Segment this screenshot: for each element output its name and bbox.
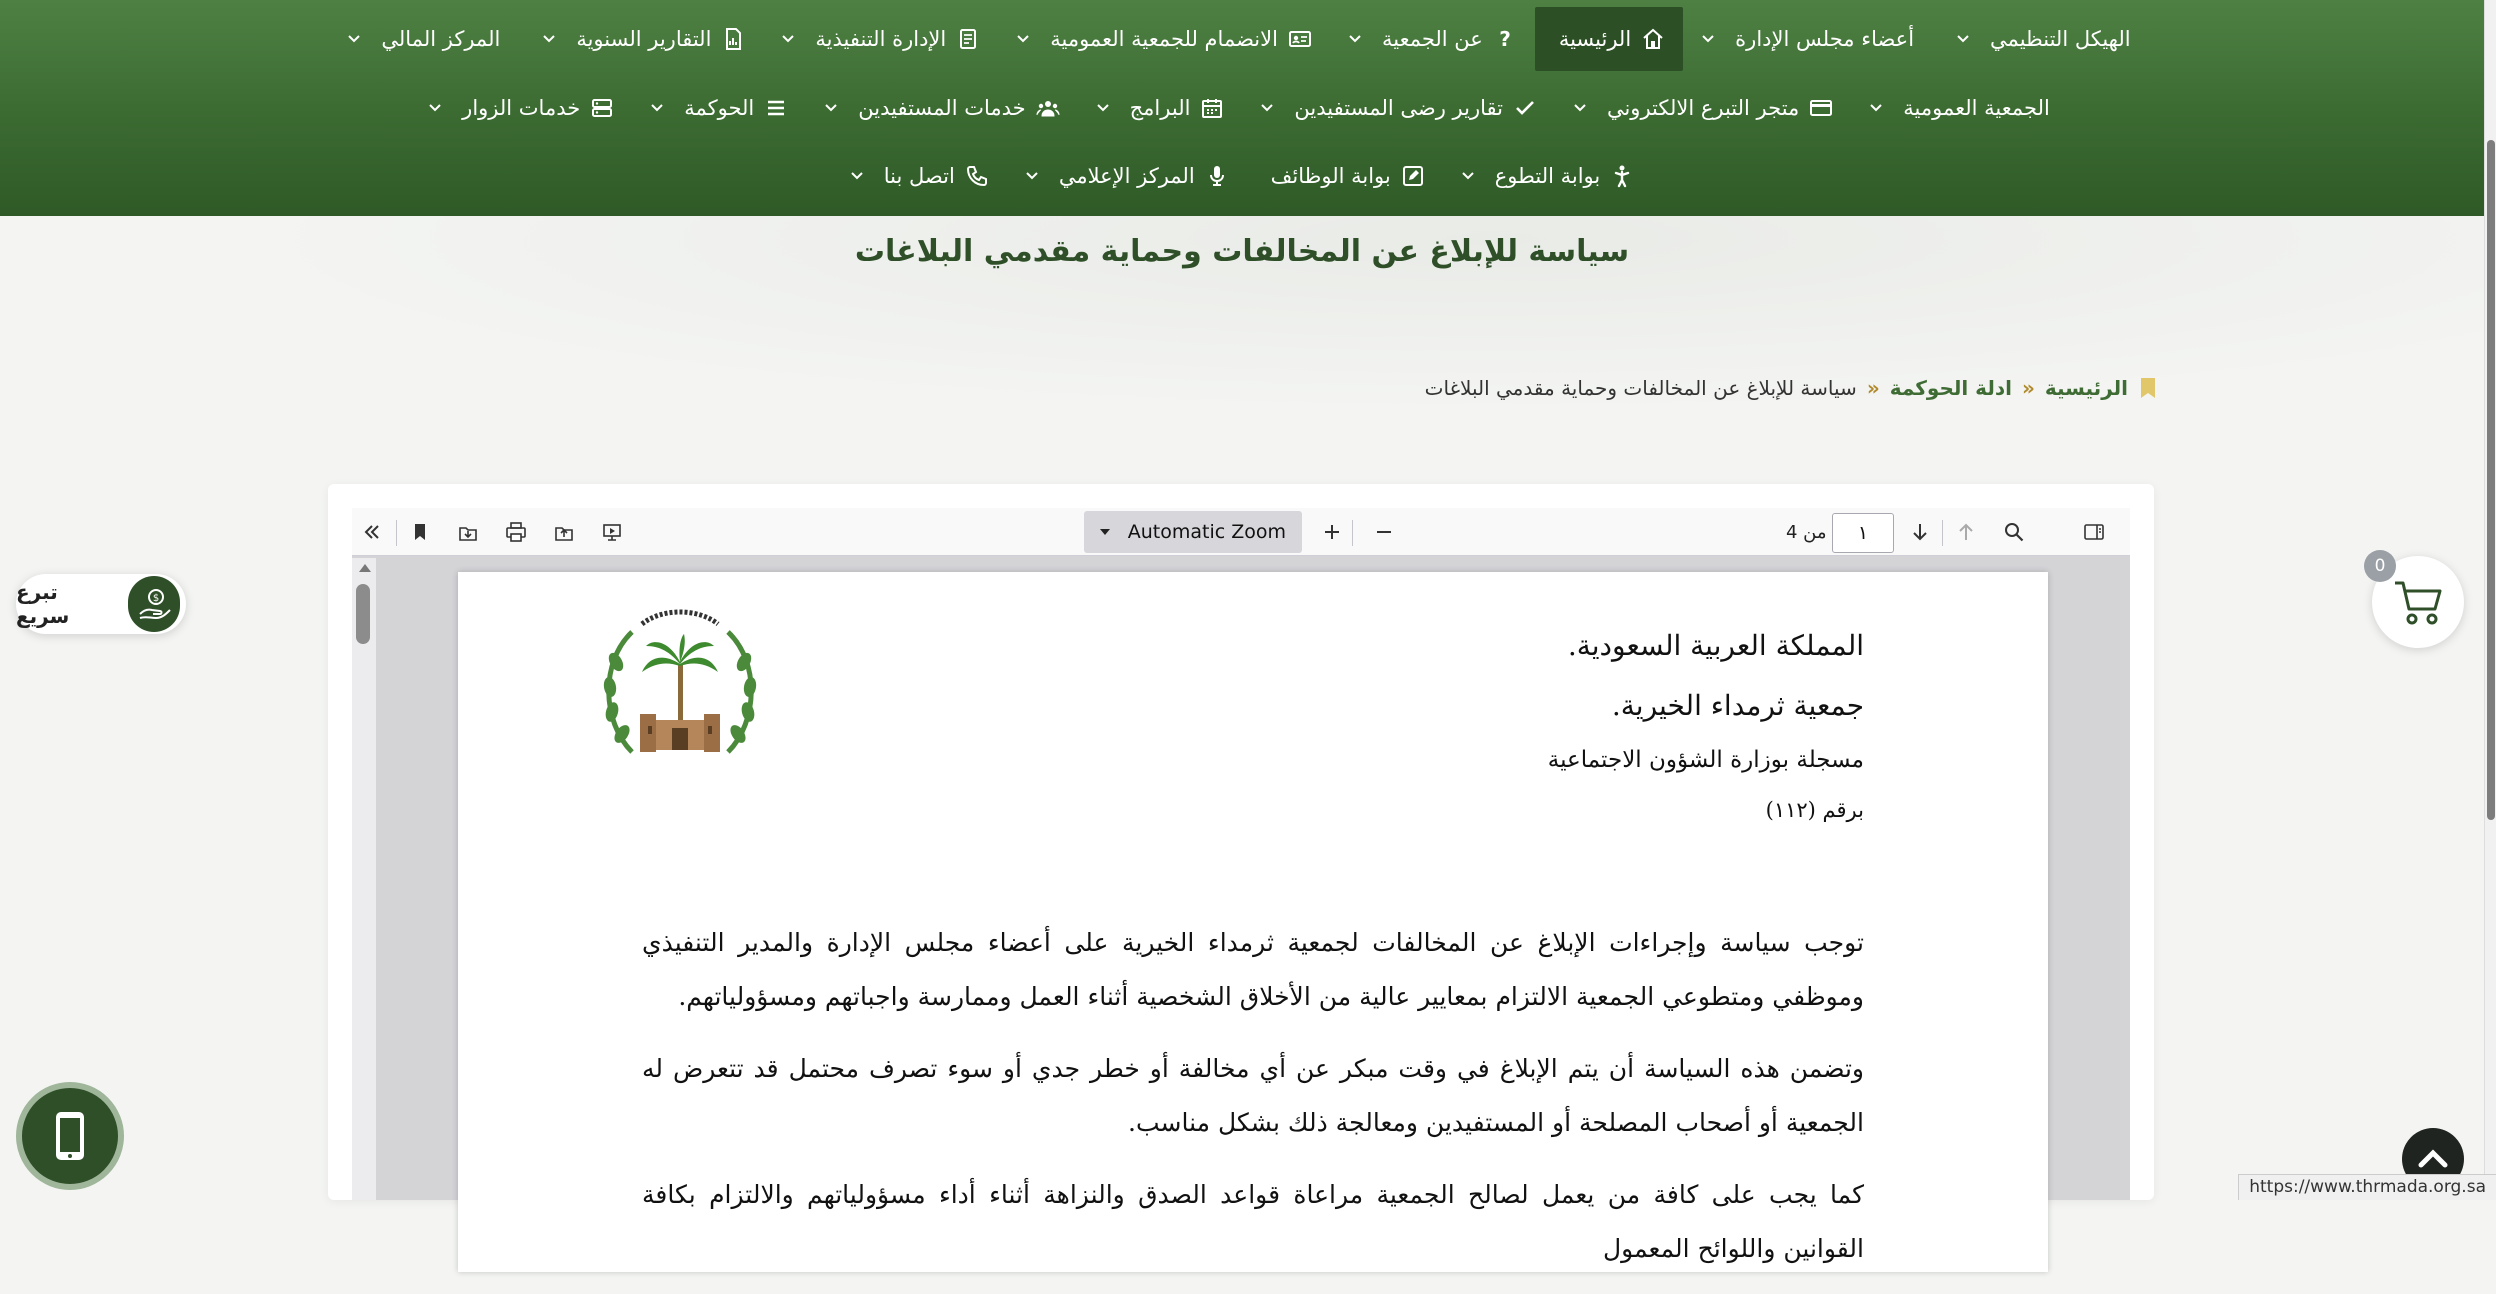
nav-item[interactable]: [1683, 7, 1938, 71]
edit-icon: [1401, 164, 1425, 188]
nav-item-label: اتصل بنا: [883, 164, 955, 188]
page-count: من 4: [1786, 522, 1827, 543]
nav-item[interactable]: [410, 76, 632, 140]
nav-item[interactable]: [1330, 7, 1535, 71]
phone-icon: [965, 164, 989, 188]
nav-row-3: [0, 142, 2484, 210]
presentation-mode-button[interactable]: [596, 516, 628, 548]
pdf-scroll-up-arrow[interactable]: [359, 564, 371, 572]
chevron-down-icon: [1461, 169, 1475, 183]
nav-item[interactable]: [1851, 76, 2074, 140]
chevron-down-icon: [1869, 101, 1883, 115]
folder-open-icon: [553, 521, 575, 543]
microphone-icon: [1205, 164, 1229, 188]
document-org-name: جمعية ثرمداء الخيرية.: [1611, 689, 1864, 722]
nav-item[interactable]: [329, 7, 524, 71]
chevron-down-icon: [781, 32, 795, 46]
nav-item[interactable]: [524, 7, 763, 71]
minus-icon: [1373, 521, 1395, 543]
breadcrumb-section[interactable]: ادلة الحوكمة: [1889, 376, 2012, 400]
child-icon: [1610, 164, 1634, 188]
nav-item-label: عن الجمعية: [1381, 27, 1483, 51]
nav-item-label: الحوكمة: [684, 96, 755, 120]
pdf-viewer: [352, 508, 2130, 1263]
nav-item-label: أعضاء مجلس الإدارة: [1735, 27, 1915, 51]
presentation-icon: [601, 521, 623, 543]
zoom-select[interactable]: [1084, 511, 1302, 553]
id-card-icon: [1288, 27, 1312, 51]
page-number-input[interactable]: [1832, 513, 1894, 553]
arrow-down-icon: [1909, 521, 1931, 543]
nav-item[interactable]: [1007, 144, 1247, 208]
bookmark-button[interactable]: [404, 516, 436, 548]
chevron-up-icon: [2413, 1139, 2453, 1179]
quick-donate-label: تبرع سريع: [16, 580, 70, 628]
nav-item[interactable]: [1938, 7, 2155, 71]
nav-item[interactable]: [806, 76, 1077, 140]
users-icon: [1036, 96, 1060, 120]
page-scrollbar[interactable]: [2484, 0, 2496, 1200]
download-icon: [457, 521, 479, 543]
document-paragraph: كما يجب على كافة من يعمل لصالح الجمعية مراعاة قواعد الصدق والنزاهة أثناء أداء مسؤولياتهم والالتزام بكافة القوانين واللوائح المعمول: [642, 1180, 1864, 1263]
nav-row-1: [0, 5, 2484, 73]
document-icon: [956, 27, 980, 51]
toolbar-separator: [1942, 520, 1943, 546]
chevron-down-icon: [1096, 101, 1110, 115]
question-icon: [1493, 27, 1517, 51]
nav-item[interactable]: [1535, 7, 1683, 71]
cart-count-badge: 0: [2364, 550, 2396, 582]
pdf-toolbar: [352, 508, 2130, 556]
chevron-down-icon: [347, 32, 361, 46]
nav-item-label: الهيكل التنظيمي: [1990, 27, 2131, 51]
search-button[interactable]: [1998, 516, 2030, 548]
chevron-down-icon: [1956, 32, 1970, 46]
nav-item-label: بوابة الوظائف: [1270, 164, 1391, 188]
nav-item-label: الجمعية العمومية: [1903, 96, 2050, 120]
nav-item[interactable]: [998, 7, 1330, 71]
pdf-scrollbar-thumb[interactable]: [356, 584, 370, 644]
print-button[interactable]: [500, 516, 532, 548]
chevron-down-icon: [1025, 169, 1039, 183]
nav-item[interactable]: [1247, 144, 1443, 208]
page-scrollbar-thumb[interactable]: [2487, 140, 2495, 820]
download-button[interactable]: [452, 516, 484, 548]
breadcrumb-home[interactable]: الرئيسية: [2044, 376, 2128, 400]
document-header: [1548, 626, 1864, 830]
chevron-down-icon: [1701, 32, 1715, 46]
nav-item[interactable]: [632, 76, 806, 140]
svg-text:$: $: [152, 593, 159, 604]
nav-item[interactable]: [832, 144, 1007, 208]
toolbar-separator: [396, 520, 397, 546]
nav-item-label: التقارير السنوية: [576, 27, 712, 51]
chevron-down-icon: [1573, 101, 1587, 115]
page-title: سياسة للإبلاغ عن المخالفات وحماية مقدمي البلاغات: [854, 234, 1630, 269]
home-icon: [1641, 27, 1665, 51]
document-body: [642, 916, 1864, 1294]
nav-item-label: المركز المالي: [381, 27, 501, 51]
check-icon: [1513, 96, 1537, 120]
zoom-out-button[interactable]: [1368, 516, 1400, 548]
plus-icon: [1321, 521, 1343, 543]
chevron-down-icon: [650, 101, 664, 115]
svg-text:?: ?: [1499, 27, 1511, 51]
breadcrumb-separator: »: [1866, 376, 1880, 400]
chevron-down-icon: [1260, 101, 1274, 115]
document-country: المملكة العربية السعودية.: [1567, 629, 1864, 662]
chevron-down-icon: [850, 169, 864, 183]
nav-item[interactable]: [1443, 144, 1652, 208]
toolbar-menu-button[interactable]: [356, 516, 388, 548]
nav-item-label: المركز الإعلامي: [1058, 164, 1195, 188]
zoom-value: Automatic Zoom: [1127, 521, 1286, 543]
nav-item-label: الإدارة التنفيذية: [815, 27, 947, 51]
pdf-page: [458, 572, 2048, 1272]
status-bar-url: https://www.thrmada.org.sa: [2238, 1174, 2496, 1200]
organization-logo: [592, 602, 768, 766]
nav-item-label: متجر التبرع الالكتروني: [1606, 96, 1800, 120]
previous-page-button[interactable]: [1950, 516, 1982, 548]
nav-item-label: بوابة التطوع: [1494, 164, 1601, 188]
nav-item[interactable]: [1555, 76, 1851, 140]
document-registration-number: برقم (١١٢): [1765, 798, 1864, 822]
chevron-down-icon: [824, 101, 838, 115]
nav-item-label: الرئيسية: [1558, 27, 1632, 51]
toolbar-separator: [1352, 520, 1353, 546]
calendar-icon: [1200, 96, 1224, 120]
print-icon: [505, 521, 527, 543]
quick-donate-button[interactable]: [16, 574, 186, 634]
nav-item[interactable]: [1242, 76, 1555, 140]
nav-item-label: البرامج: [1129, 96, 1191, 120]
zoom-in-button[interactable]: [1316, 516, 1348, 548]
shopping-cart-icon: [2391, 575, 2445, 629]
donate-hand-icon: [128, 576, 180, 632]
credit-card-icon: [1809, 96, 1833, 120]
bookmark-icon: [409, 521, 431, 543]
search-icon: [2003, 521, 2025, 543]
nav-item[interactable]: [1078, 76, 1243, 140]
mobile-phone-icon: [48, 1110, 92, 1162]
chevron-down-icon: [428, 101, 442, 115]
open-file-button[interactable]: [548, 516, 580, 548]
list-icon: [764, 96, 788, 120]
chevron-down-icon: [1098, 525, 1112, 539]
mobile-app-button[interactable]: [16, 1082, 124, 1190]
main-navigation: [0, 0, 2484, 216]
document-registration: مسجلة بوزارة الشؤون الاجتماعية: [1547, 747, 1864, 773]
breadcrumb: [1425, 376, 2156, 400]
next-page-button[interactable]: [1904, 516, 1936, 548]
nav-item-label: تقارير رضى المستفيدين: [1294, 96, 1503, 120]
file-chart-icon: [721, 27, 745, 51]
chevron-down-icon: [542, 32, 556, 46]
nav-row-2: [0, 74, 2484, 142]
bookmark-icon: [2140, 377, 2156, 399]
double-chevron-left-icon: [361, 521, 383, 543]
arrow-up-icon: [1955, 521, 1977, 543]
document-paragraph: توجب سياسة وإجراءات الإبلاغ عن المخالفات لجمعية ثرمداء الخيرية على أعضاء مجلس الإدارة والمدير التنفيذي وموظفي ومتطوعي الجمعية الالتزام بمعايير عالية من الأخلاق الشخصية أثناء العمل وممارسة واجباتهم ومسؤولياتهم.: [642, 928, 1864, 1011]
chevron-down-icon: [1016, 32, 1030, 46]
pdf-scrollbar[interactable]: [352, 558, 376, 1200]
nav-item-label: خدمات المستفيدين: [858, 96, 1026, 120]
nav-item-label: خدمات الزوار: [462, 96, 581, 120]
sidebar-icon: [2083, 521, 2105, 543]
document-paragraph: وتضمن هذه السياسة أن يتم الإبلاغ في وقت مبكر عن أي مخالفة أو خطر جدي أو سوء تصرف محتمل قد تتعرض له الجمعية أو أصحاب المصلحة أو المستفيدين ومعالجة ذلك بشكل مناسب.: [642, 1054, 1864, 1137]
breadcrumb-separator: »: [2021, 376, 2035, 400]
chevron-down-icon: [1348, 32, 1362, 46]
breadcrumb-current: سياسة للإبلاغ عن المخالفات وحماية مقدمي البلاغات: [1424, 376, 1857, 400]
nav-item[interactable]: [763, 7, 998, 71]
nav-item-label: الانضمام للجمعية العمومية: [1050, 27, 1278, 51]
sidebar-toggle-button[interactable]: [2078, 516, 2110, 548]
server-icon: [590, 96, 614, 120]
